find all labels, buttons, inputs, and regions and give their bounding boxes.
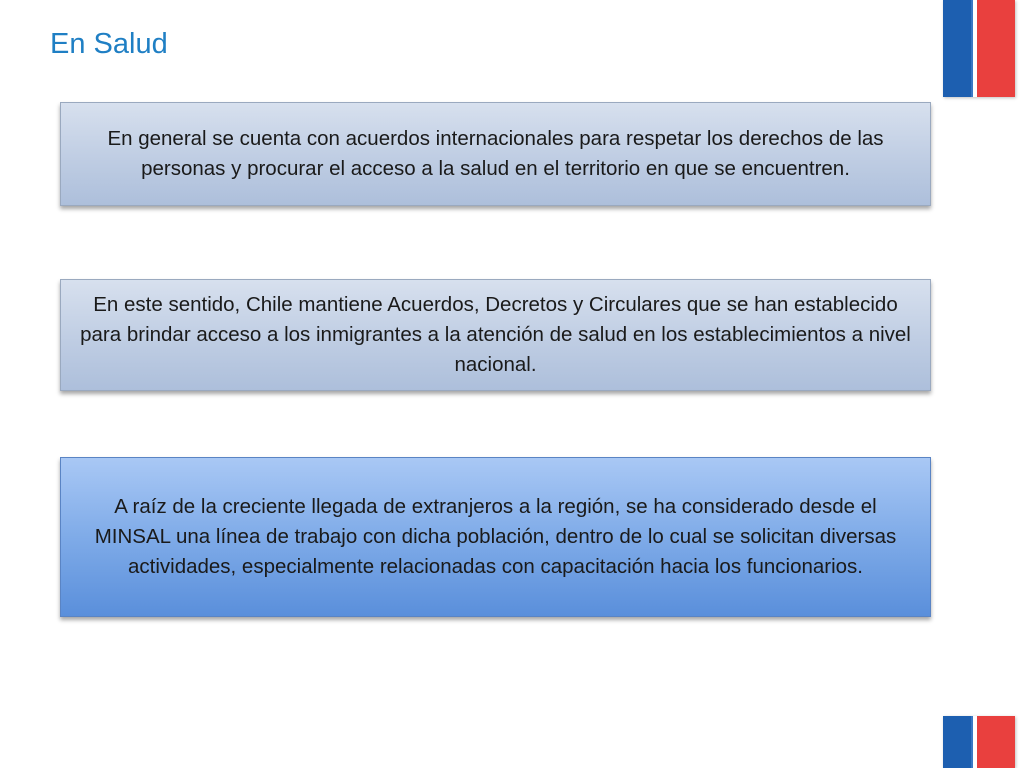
slide-title: En Salud xyxy=(50,28,168,60)
text-box-1 xyxy=(60,102,931,206)
text-box-1-text: En general se cuenta con acuerdos internacionales para respetar los derechos de las personas y procurar el acceso a la salud en el territorio en que se encuentren. xyxy=(107,127,884,180)
flag-blue-stripe xyxy=(943,0,973,97)
text-box-2-text: En este sentido, Chile mantiene Acuerdos, Decretos y Circulares que se han establecido para brindar acceso a los inmigrantes a la atención de salud en los establecimientos a nivel nacional. xyxy=(80,293,911,376)
flag-red-stripe xyxy=(977,0,1015,97)
flag-logo-bottom xyxy=(943,716,1015,768)
flag-red-stripe xyxy=(977,716,1015,768)
text-box-3 xyxy=(60,457,931,617)
text-box-3-text: A raíz de la creciente llegada de extranjeros a la región, se ha considerado desde el MINSAL una línea de trabajo con dicha población, dentro de lo cual se solicitan diversas actividades, especialmente relacionadas con capacitación hacia los funcionarios. xyxy=(94,495,897,578)
text-box-2 xyxy=(60,279,931,391)
flag-logo-top xyxy=(943,0,1015,97)
flag-blue-stripe xyxy=(943,716,973,768)
